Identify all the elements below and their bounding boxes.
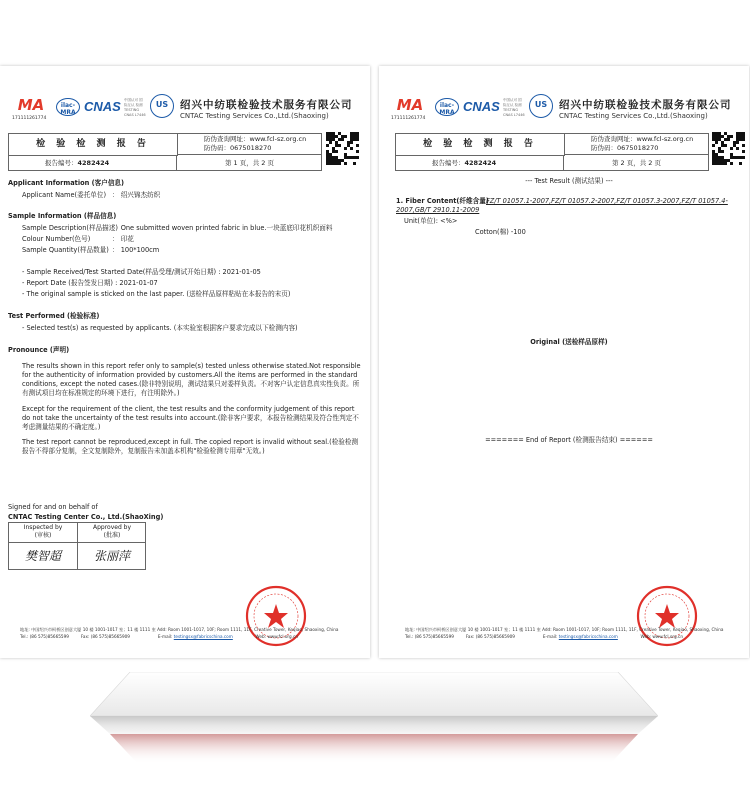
- report-page-2: [379, 66, 749, 658]
- report-info-table: [8, 133, 322, 171]
- applicant-heading: Applicant Information (客户信息): [8, 179, 125, 187]
- company-name-en: CNTAC Testing Services Co.,Ltd.(Shaoxing): [559, 112, 708, 120]
- ilac-mra-logo: ilac-MRA: [54, 94, 82, 120]
- sample-desc-label: Sample Description(样品描述): [22, 224, 118, 232]
- company-name-cn: 绍兴中纺联检验技术服务有限公司: [559, 99, 732, 111]
- cnas-caption: 中国认可 国际互认 检测 TESTING CNAS L7446: [124, 98, 146, 117]
- test-heading: Test Performed (检验标准): [8, 312, 100, 320]
- applicant-value: ： 绍兴锦杰纺织: [112, 191, 161, 199]
- sample-desc-value: ： One submitted woven printed fabric in blue.一块蓝底印花机织面料: [112, 224, 333, 232]
- fiber-content-label: 1. Fiber Content(纤维含量): [396, 197, 489, 205]
- report-info-table: [395, 133, 709, 171]
- test-result-heading: --- Test Result (测试结果) ---: [525, 177, 613, 185]
- company-logo: US: [529, 94, 553, 120]
- qr-code: [326, 132, 359, 165]
- qr-code: [712, 132, 745, 165]
- company-logo: US: [150, 94, 174, 120]
- fiber-standards: FZ/T 01057.1-2007,FZ/T 01057.2-2007,FZ/T 01057.3-2007,FZ/T 01057.4-2007,GB/T 2910.11-2009: [396, 197, 728, 214]
- pronounce-p2: Except for the requirement of the client, the test results and the conformity judgement of this report do not take the uncertainty of the test results into account.(除非客户要求，本报告检测结果及符合性判定不考虑测量结果的不确定度。): [22, 405, 359, 431]
- inspector-signature: 樊智超: [24, 549, 61, 563]
- qty-value: ： 100*100cm: [112, 246, 160, 254]
- cnas-logo: CNAS: [463, 99, 500, 114]
- pronounce-p3: The test report cannot be reproduced,except in full. The copied report is invalid without seal.(检验检测报告不得部分复制，全文复制除外，复制报告未加盖本机构"检验检测专用章"无效。): [22, 438, 359, 455]
- ma-logo: MA 171111261774: [391, 96, 426, 121]
- anti-fake-info: 防伪查询网址：www.fcl-sz.org.cn 防伪码：0675018270: [565, 135, 708, 155]
- qty-label: Sample Quantity(样品数量): [22, 246, 109, 254]
- center-name: CNTAC Testing Center Co., Ltd.(ShaoXing): [8, 513, 164, 521]
- page-footer: 地址: 中国绍兴市柯桥区创意大厦 10 楼 1001-1017 室；11 楼 1111 室 Add: Room 1001-1017, 10F; Room 1111, 11F, Creative Tower, Keqiao, Shaoxing, China Tel.: (86 575)85665599 Fax: (86 575)85665909 E-mail: testingsx@fabricschina.com Web: www.fcl.org.cn: [405, 627, 724, 639]
- page-number: 第 2 页，共 2 页: [611, 159, 662, 167]
- unit-line: Unit(单位): <%>: [404, 217, 458, 225]
- cotton-result: Cotton(棉) -100: [475, 228, 526, 236]
- signed-line: Signed for and on behalf of: [8, 503, 98, 511]
- colour-value: ： 印花: [112, 235, 134, 243]
- signature-table: [8, 522, 146, 570]
- original-sample-note: - The original sample is sticked on the last paper. (送检样品原样粘贴在本报告的末页): [22, 290, 291, 298]
- page-number: 第 1 页，共 2 页: [224, 159, 275, 167]
- report-header: [12, 94, 360, 132]
- original-sample-label: Original (送检样品原样): [530, 338, 608, 346]
- end-of-report: ======= End of Report (检测报告结束) ======: [485, 436, 653, 444]
- applicant-label: Applicant Name(委托单位): [22, 191, 107, 199]
- display-stand: [90, 672, 658, 764]
- report-number: 报告编号：4282424: [9, 156, 177, 170]
- approved-cell: Approved by (批准) 张丽萍: [78, 523, 146, 569]
- report-page-1: [0, 66, 370, 658]
- email-link[interactable]: testingsx@fabricschina.com: [173, 634, 233, 639]
- approver-signature: 张丽萍: [93, 549, 130, 563]
- received-date: - Sample Received/Test Started Date(样品受理/测试开始日期) : 2021-01-05: [22, 268, 261, 276]
- company-name-cn: 绍兴中纺联检验技术服务有限公司: [180, 99, 353, 111]
- page-footer: 地址: 中国绍兴市柯桥区创意大厦 10 楼 1001-1017 室；11 楼 1111 室 Add: Room 1001-1017, 10F; Room 1111, 11F, Creative Tower, Keqiao, Shaoxing, China Tel.: (86 575)85665599 Fax: (86 575)85665909 E-mail: testingsx@fabricschina.com Web: www.fcl.org.cn: [20, 627, 339, 639]
- colour-label: Colour Number(色号): [22, 235, 91, 243]
- test-line: - Selected test(s) as requested by applicants. (本实验室根据客户要求完成以下检测内容): [22, 324, 298, 332]
- cnas-logo: CNAS: [84, 99, 121, 114]
- report-number: 报告编号：4282424: [396, 156, 564, 170]
- report-header: [391, 94, 739, 132]
- pronounce-p1: The results shown in this report refer only to sample(s) tested unless otherwise stated.Not responsible for the authenticity of information provided by customers.All the items are performed in the standard conditions, except the noted cases.(除非特别说明，测试结果只对委样负责。不对客户认定信息真实性负责。所有测试项目均在标准规定的环境下进行，有注明除外。): [22, 362, 361, 397]
- sample-heading: Sample Information (样品信息): [8, 212, 117, 220]
- report-title: 检 验 检 测 报 告: [9, 134, 178, 156]
- anti-fake-info: 防伪查询网址：www.fcl-sz.org.cn 防伪码：0675018270: [178, 135, 321, 155]
- cnas-caption: 中国认可 国际互认 检测 TESTING CNAS L7446: [503, 98, 525, 117]
- ilac-mra-logo: ilac-MRA: [433, 94, 461, 120]
- pronounce-heading: Pronounce (声明): [8, 346, 70, 354]
- email-link[interactable]: testingsx@fabricschina.com: [558, 634, 618, 639]
- company-name-en: CNTAC Testing Services Co.,Ltd.(Shaoxing): [180, 112, 329, 120]
- report-title: 检 验 检 测 报 告: [396, 134, 565, 156]
- inspected-cell: Inspected by (审核) 樊智超: [9, 523, 78, 569]
- ma-logo: MA 171111261774: [12, 96, 47, 121]
- report-date: - Report Date (报告签发日期) : 2021-01-07: [22, 279, 158, 287]
